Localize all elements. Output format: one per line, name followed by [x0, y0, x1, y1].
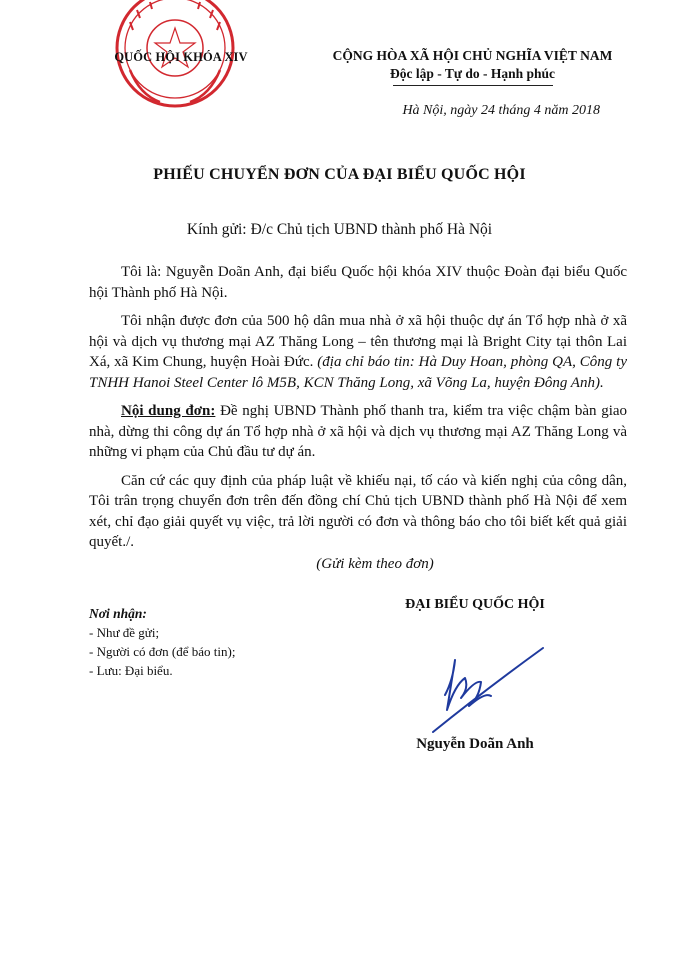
recipient-label: Kính gửi: — [186, 221, 247, 238]
nation-name: CỘNG HÒA XÃ HỘI CHỦ NGHĨA VIỆT NAM — [332, 48, 613, 63]
receivers-heading: Nơi nhận: — [89, 606, 147, 621]
paragraph-petition-received — [89, 311, 627, 393]
receiver-item: - Lưu: Đại biểu. — [89, 663, 173, 678]
paragraph-introduction: Tôi là: Nguyễn Doãn Anh, đại biểu Quốc hội khóa XIV thuộc Đoàn đại biểu Quốc hội Thành phố Hà Nội. — [89, 264, 627, 301]
motto-underline — [393, 85, 553, 86]
petition-details: Tôi nhận được đơn của 500 hộ dân mua nhà ở xã hội thuộc dự án Tổ hợp nhà ở xã hội và dịch vụ thương mại AZ Thăng Long – tên thương mại là Bright City tại thôn Lai Xá, xã Kim Chung, huyện Hoài Đức. — [89, 313, 627, 370]
nation-motto: Độc lập - Tự do - Hạnh phúc — [389, 66, 556, 81]
signer-title: ĐẠI BIỂU QUỐC HỘI — [405, 597, 545, 612]
content-text: Đề nghị UBND Thành phố thanh tra, kiểm tra việc chậm bàn giao nhà, dừng thi công dự án Tổ hợp nhà ở xã hội và dịch vụ thương mại AZ Thăng Long và những vi phạm của Chủ đầu tư dự án. — [89, 403, 628, 460]
recipient-line — [0, 221, 679, 239]
paragraph-legal-basis: Căn cứ các quy định của pháp luật về khiếu nại, tố cáo và kiến nghị của công dân, Tôi trân trọng chuyển đơn trên đến đồng chí Chủ tịch UBND thành phố Hà Nội để xem xét, chỉ đạo giải quyết vụ việc, trả lời người có đơn và thông báo cho tôi biết kết quả giải quyết./. — [89, 472, 627, 550]
dateline: Hà Nội, ngày 24 tháng 4 năm 2018 — [402, 103, 600, 118]
document-body — [89, 262, 627, 561]
recipient-value: Đ/c Chủ tịch UBND thành phố Hà Nội — [250, 221, 493, 238]
receivers-block — [89, 604, 349, 680]
attachment-note: (Gửi kèm theo đơn) — [316, 556, 434, 572]
signer-name: Nguyễn Doãn Anh — [416, 736, 534, 752]
contact-address-note: (địa chỉ báo tin: Hà Duy Hoan, phòng QA, Công ty TNHH Hanoi Steel Center lô M5B, KCN Thăng Long, xã Võng La, huyện Đông Anh). — [89, 354, 628, 391]
receiver-item: - Như đề gửi; — [89, 625, 160, 640]
receiver-item: - Người có đơn (để báo tin); — [89, 644, 236, 659]
issuing-authority: QUỐC HỘI KHÓA XIV — [114, 50, 248, 64]
national-header — [300, 48, 645, 86]
paragraph-petition-content — [89, 401, 627, 463]
content-lead: Nội dung đơn: — [121, 403, 216, 419]
handwritten-signature — [425, 640, 555, 740]
document-title: PHIẾU CHUYỂN ĐƠN CỦA ĐẠI BIỂU QUỐC HỘI — [153, 166, 526, 183]
